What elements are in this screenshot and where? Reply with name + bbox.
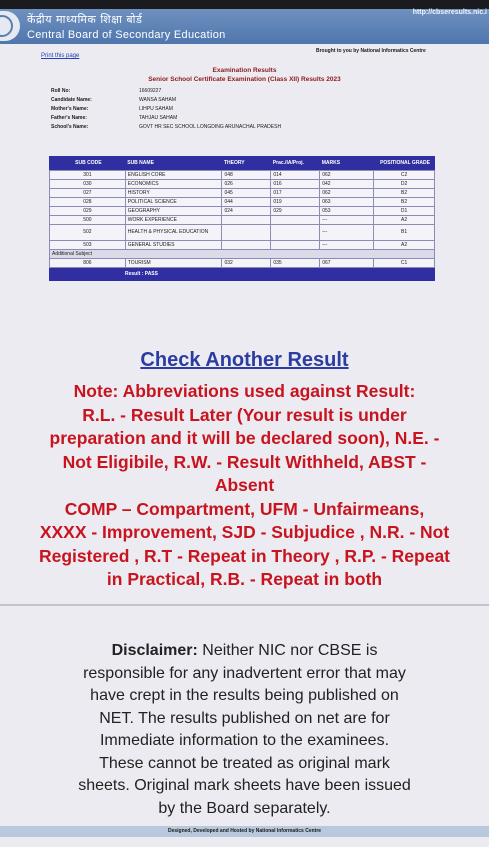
col-prac: Prac./IA/Proj.	[272, 159, 304, 166]
exam-title: Examination Results	[212, 67, 277, 74]
table-row: 500 WORK EXPERIENCE --- A2	[50, 215, 435, 224]
marks-table	[49, 156, 435, 281]
info-row-father: Father's Name: TAHJAU SAHAM	[51, 115, 178, 121]
table-row: 028 POLITICAL SCIENCE 044 019 063 B2	[50, 197, 435, 206]
roll-number: 16609227	[139, 88, 162, 94]
print-page-link[interactable]: Print this page	[41, 53, 80, 59]
english-title: Central Board of Secondary Education	[27, 29, 226, 41]
hindi-title: केंद्रीय माध्यमिक शिक्षा बोर्ड	[27, 13, 143, 26]
exam-subtitle: Senior School Certificate Examination (Class XII) Results 2023	[148, 76, 341, 83]
page-header	[0, 9, 489, 44]
candidate-info	[51, 87, 281, 132]
table-row: 027 HISTORY 045 017 062 B2	[50, 188, 435, 197]
father-name: TAHJAU SAHAM	[139, 115, 178, 121]
col-sub-name: SUB NAME	[127, 159, 154, 166]
bottom-strip	[0, 837, 489, 847]
mother-name: LIHPU SAHAM	[139, 106, 173, 112]
candidate-name: WANSA SAHAM	[139, 97, 177, 103]
disclaimer: Disclaimer: Neither NIC nor CBSE is responsible for any inadvertent error that may have crept in the results being published on NET. The results published on net are for Immediate information to the examinees. These cannot be treated as original mark sheets. Original mark sheets have been issued by the Board separately.	[78, 642, 411, 817]
brought-by-text: Brought to you by National Informatics Centre	[316, 48, 426, 54]
col-sub-code: SUB CODE	[75, 159, 102, 166]
result-status: Result : PASS	[125, 270, 158, 277]
info-row-candidate: Candidate Name: WANSA SAHAM	[51, 97, 177, 103]
table-row: 806 TOURISM 032 035 067 C1	[50, 258, 435, 267]
status-bar	[0, 0, 489, 9]
info-row-roll: Roll No: 16609227	[51, 88, 162, 94]
table-row: 503 GENERAL STUDIES --- A2	[50, 240, 435, 249]
site-url: http://cbseresults.nic.i	[412, 9, 487, 16]
table-row: 502 HEALTH & PHYSICAL EDUCATION --- B1	[50, 224, 435, 240]
col-theory: THEORY	[223, 159, 245, 166]
col-grade: POSITIONAL GRADE	[380, 159, 430, 166]
school-name: GOVT HR SEC SCHOOL LONGDING ARUNACHAL PRADESH	[139, 124, 282, 130]
disclaimer-label: Disclaimer:	[111, 642, 198, 659]
table-row: 029 GEOGRAPHY 024 029 053 D1	[50, 206, 435, 215]
info-row-school: School's Name: GOVT HR SEC SCHOOL LONGDING ARUNACHAL PRADESH	[51, 124, 282, 130]
cbse-logo	[0, 11, 20, 41]
divider	[0, 604, 489, 606]
table-row: 301 ENGLISH CORE 048 014 062 C2	[50, 170, 435, 179]
page-footer: Designed, Developed and Hosted by National Informatics Centre	[0, 826, 489, 837]
check-another-result-link[interactable]: Check Another Result	[140, 349, 349, 371]
table-header	[50, 156, 435, 170]
additional-subject-row: Additional Subject	[50, 249, 435, 258]
col-marks: MARKS	[321, 159, 341, 166]
info-row-mother: Mother's Name: LIHPU SAHAM	[51, 106, 173, 112]
abbreviations-note: Note: Abbreviations used against Result: R.L. - Result Later (Your result is under preparation and it will be declared soon), N.E. - Not Eligibile, R.W. - Result Withheld, ABST - Absent COMP – Compartment, UFM - Unfairmeans, XXXX - Improvement, SJD - Subjudice , N.R. - Not Registered , R.T - Repeat in Theory , R.P. - Repeat in Practical, R.B. - Repeat in both	[38, 381, 451, 589]
table-row: 030 ECONOMICS 026 016 042 D2	[50, 179, 435, 188]
